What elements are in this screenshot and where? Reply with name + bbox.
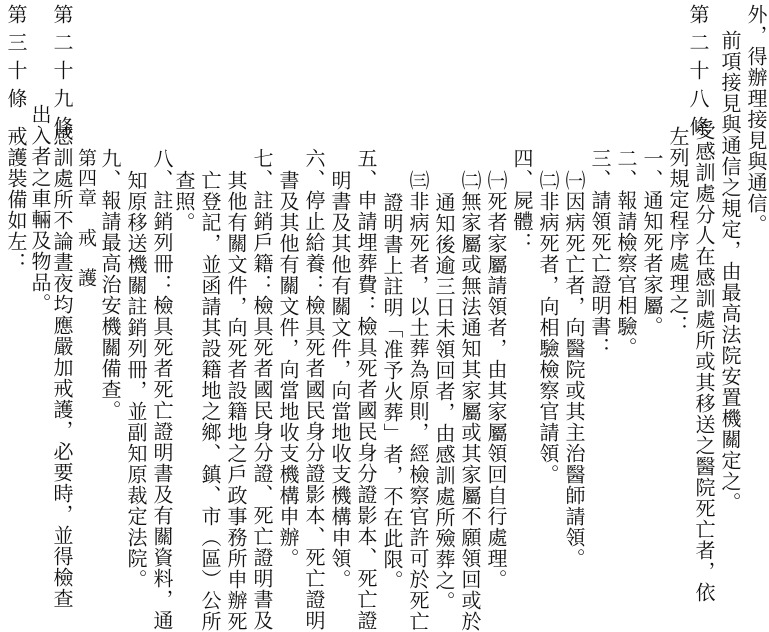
text-column: 一、通知死者家屬。 [640,148,664,337]
text-column: 亡登記，並函請其設籍地之鄉、鎮、市（區）公所 [198,170,222,632]
text-column: 明書及其他有關文件，向當地收支機構申領。 [328,170,352,590]
text-column: ㈢非病死者，以土葬為原則，經檢察官許可於死亡 [406,170,430,632]
text-column: 四、屍體： [510,148,534,253]
text-column: 感訓處所不論晝夜均應嚴加戒護，必要時，並得檢查 [50,126,74,609]
chapter-heading: 第四章 戒 護 [75,148,97,288]
text-column: 通知後逾三日未領回者，由感訓處所殮葬之。 [432,192,456,612]
text-column: 受感訓處分人在感訓處所或其移送之醫院死亡者，依 [692,120,716,603]
text-column: 八、註銷列冊：檢具死者死亡證明書及有關資料，通 [150,148,174,631]
text-column: 外，得辦理接見與通信。 [744,4,768,235]
text-column: ㈠死者家屬請領者，由其家屬領回自行處理。 [484,170,508,590]
text-column: 證明書上註明「准予火葬」者，不在此限。 [380,192,404,591]
text-column: 九、報請最高治安機關備查。 [98,148,122,421]
text-column: 左列規定程序處理之： [666,126,690,336]
text-column: 出入者之車輛及物品。 [28,104,52,314]
text-column: ㈡非病死者，向相驗檢察官請領。 [536,170,560,485]
text-column: 五、申請埋葬費：檢具死者國民身分證影本、死亡證 [354,148,378,631]
text-column: 三、請領死亡證明書： [588,148,612,358]
text-column: 書及其他有關文件，向當地收支機構申辦。 [276,170,300,569]
text-column: ㈡無家屬或無法通知其家屬或其家屬不願領回或於 [458,170,482,632]
text-column: 二、報請檢察官相驗。 [614,148,638,358]
text-column: ㈠因病死亡者，向醫院或其主治醫師請領。 [562,170,586,569]
article-30-heading: 第三十條 [4,4,28,116]
text-column: 六、停止給養：檢具死者國民身分證影本、死亡證明 [302,148,326,631]
text-column: 查照。 [172,170,196,233]
article-29-heading: 第二十九條 [50,4,74,144]
text-column: 知原移送機關註銷列冊，並副知原裁定法院。 [124,170,148,590]
article-28-heading: 第二十八條 [686,4,710,144]
text-column: 前項接見與通信之規定，由最高法院安置機關定之。 [718,30,742,513]
text-column: 七、註銷戶籍：檢具死者國民身分證、死亡證明書及 [250,148,274,631]
text-column: 戒護裝備如左： [4,126,28,273]
text-column: 其他有關文件，向死者設籍地之戶政事務所申辦死 [224,170,248,632]
